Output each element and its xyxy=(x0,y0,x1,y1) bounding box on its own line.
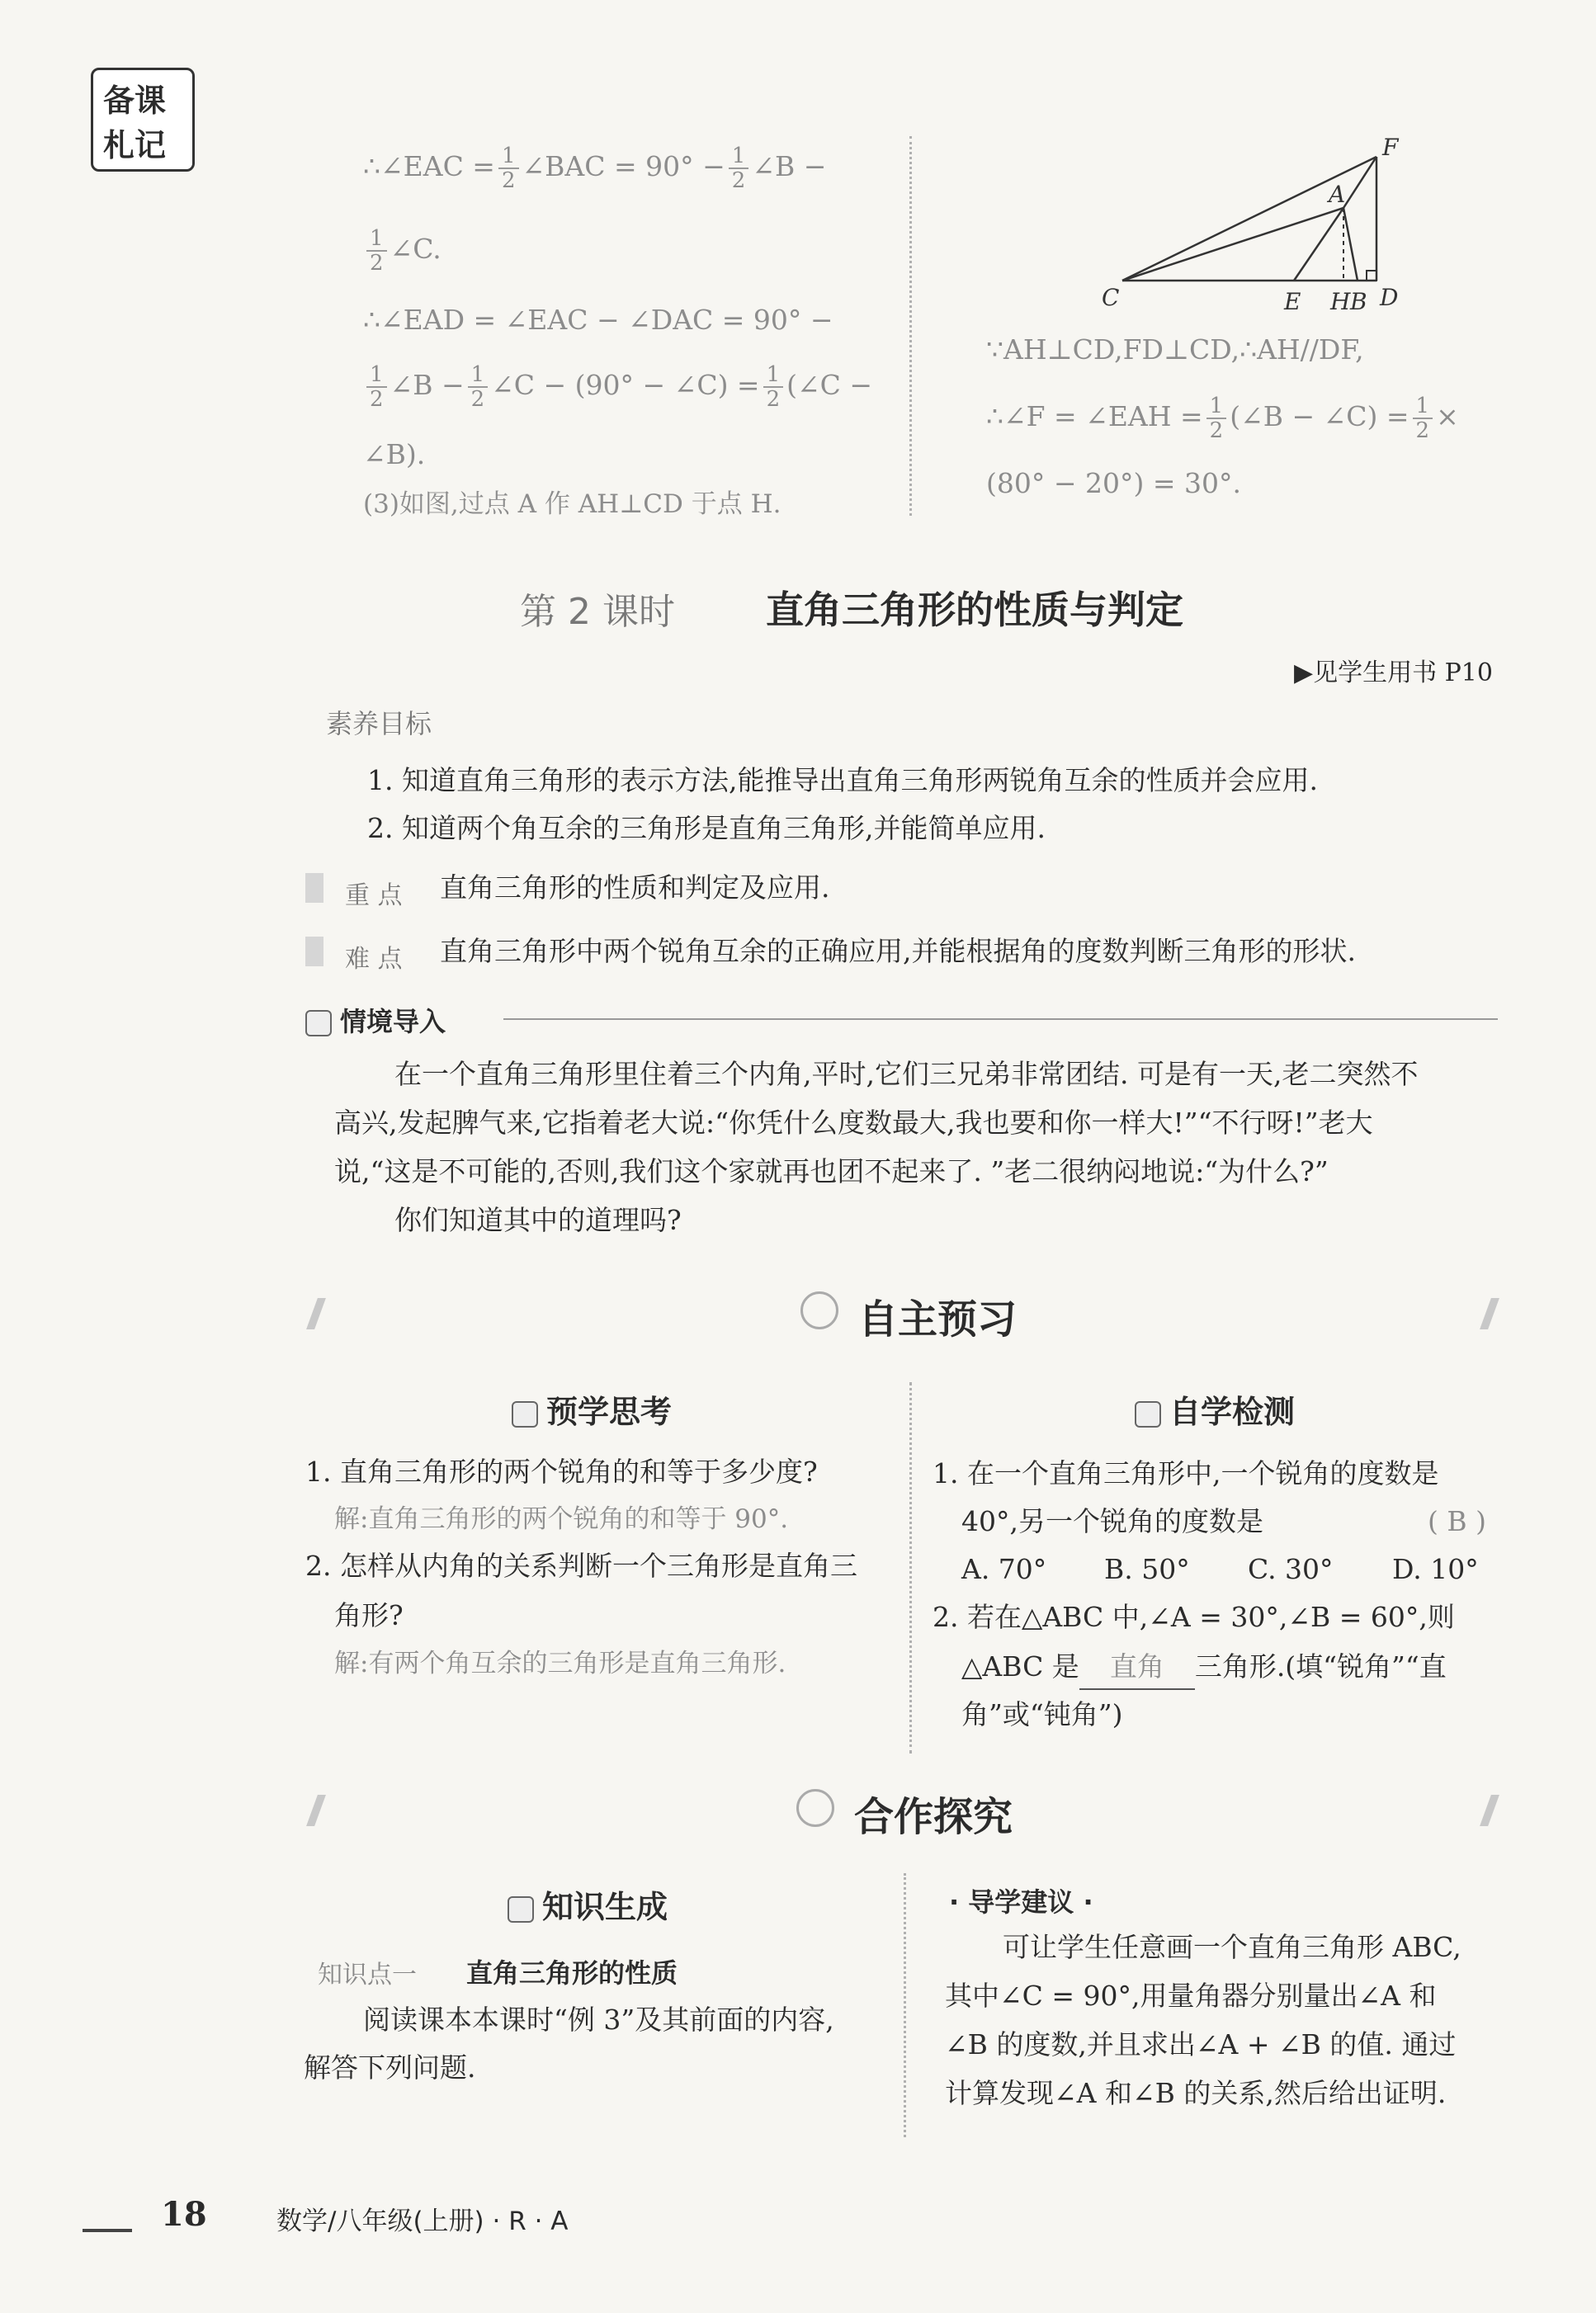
label-D: D xyxy=(1380,284,1399,311)
book-info: 数学/八年级(上册) · R · A xyxy=(276,2207,569,2236)
pre-answer-2: 解:有两个角互余的三角形是直角三角形. xyxy=(334,1649,786,1678)
guidance-line-3: ∠B 的度数,并且求出∠A + ∠B 的值. 通过 xyxy=(945,2028,1457,2060)
option-b: B. 50° xyxy=(1104,1553,1190,1585)
intro-paragraph-2: 高兴,发起脾气来,它指着老大说:“你凭什么度数最大,我也要和你一样大!”“不行呀!”老大 xyxy=(334,1107,1373,1139)
difficult-point-text: 直角三角形中两个锐角互余的正确应用,并能根据角的度数判断三角形的形状. xyxy=(440,935,1356,967)
decor-slash-right-1 xyxy=(1480,1298,1499,1329)
label-H: H xyxy=(1330,288,1351,315)
check-question-2b: △ABC 是 直角 三角形.(填“锐角”“直 xyxy=(961,1645,1447,1690)
self-check-heading: 自学检测 xyxy=(1135,1386,1295,1432)
option-a: A. 70° xyxy=(961,1553,1047,1585)
page-number: 18 xyxy=(161,2195,207,2234)
intro-paragraph-1: 在一个直角三角形里住着三个内角,平时,它们三兄弟非常团结. 可是有一天,老二突然不 xyxy=(394,1058,1419,1090)
key-point-label: 重 点 xyxy=(345,881,403,910)
pre-question-2a: 2. 怎样从内角的关系判断一个三角形是直角三 xyxy=(305,1550,857,1582)
pre-study-heading: 预学思考 xyxy=(512,1386,672,1432)
think-icon xyxy=(512,1401,538,1428)
check-question-1b: 40°,另一个锐角的度数是 xyxy=(961,1505,1263,1537)
pre-answer-1: 解:直角三角形的两个锐角的和等于 90°. xyxy=(334,1504,789,1534)
derivation-line-5: ∠B). xyxy=(363,438,426,470)
knowledge-point-label: 知识点一 xyxy=(318,1961,417,1990)
derivation-line-1: ∴∠EAC = $\frac{1}{2}$ ∠BAC = 90° − $\frac{1}{2}$ ∠B − xyxy=(363,144,827,193)
intro-paragraph-4: 你们知道其中的道理吗? xyxy=(394,1204,682,1236)
guidance-line-4: 计算发现∠A 和∠B 的关系,然后给出证明. xyxy=(945,2077,1447,2109)
lesson-title: 直角三角形的性质与判定 xyxy=(766,588,1183,632)
student-book-ref: ▶见学生用书 P10 xyxy=(1294,658,1493,687)
goals-heading: 素养目标 xyxy=(326,708,432,739)
section-cooperate-title: 合作探究 xyxy=(854,1794,1013,1840)
check-question-2a: 2. 若在△ABC 中,∠A = 30°,∠B = 60°,则 xyxy=(933,1601,1455,1633)
check-question-1a: 1. 在一个直角三角形中,一个锐角的度数是 xyxy=(933,1457,1439,1489)
difficult-point-label: 难 点 xyxy=(345,945,403,974)
lesson-number: 第 2 课时 xyxy=(520,591,675,633)
column-divider-sec2 xyxy=(904,1873,906,2137)
check-question-2c: 角”或“钝角”) xyxy=(961,1698,1123,1730)
right-derivation-2: ∴∠F = ∠EAH = $\frac{1}{2}$ (∠B − ∠C) = $\frac{1}{2}$ × xyxy=(986,394,1459,443)
lesson-notes-tag xyxy=(91,68,195,172)
right-derivation-1: ∵AH⊥CD,FD⊥CD,∴AH//DF, xyxy=(986,333,1364,366)
tag-line1: 备课 xyxy=(103,83,167,119)
pre-question-1: 1. 直角三角形的两个锐角的和等于多少度? xyxy=(305,1456,818,1488)
intro-rule xyxy=(503,1018,1498,1020)
label-F: F xyxy=(1382,134,1399,161)
label-B: B xyxy=(1350,288,1367,315)
knowledge-paragraph-2: 解答下列问题. xyxy=(304,2051,476,2084)
triangle-figure xyxy=(1089,132,1403,322)
pre-question-2b: 角形? xyxy=(334,1599,404,1631)
decor-slash-left-1 xyxy=(306,1298,326,1329)
derivation-line-4: $\frac{1}{2}$ ∠B − $\frac{1}{2}$ ∠C − (90° − ∠C) = $\frac{1}{2}$ (∠C − xyxy=(363,363,872,411)
explore-icon xyxy=(796,1789,834,1827)
knowledge-heading: 知识生成 xyxy=(508,1881,668,1927)
derivation-line-2: $\frac{1}{2}$ ∠C. xyxy=(363,227,441,275)
label-C: C xyxy=(1102,284,1120,311)
decor-slash-left-2 xyxy=(306,1795,326,1826)
option-d: D. 10° xyxy=(1392,1553,1479,1585)
intro-heading: 情境导入 xyxy=(305,1001,446,1039)
check-answer-1: ( B ) xyxy=(1428,1505,1486,1537)
difficult-point-marker xyxy=(305,937,323,966)
derivation-line-6: (3)如图,过点 A 作 AH⊥CD 于点 H. xyxy=(363,489,781,519)
option-c: C. 30° xyxy=(1248,1553,1334,1585)
section-self-study-title: 自主预习 xyxy=(858,1296,1018,1343)
derivation-line-3: ∴∠EAD = ∠EAC − ∠DAC = 90° − xyxy=(363,304,833,336)
knowledge-icon xyxy=(508,1896,534,1923)
guidance-heading: · 导学建议 · xyxy=(949,1886,1093,1918)
column-divider-sec1 xyxy=(909,1382,912,1754)
column-divider-top xyxy=(909,136,912,516)
footer-decor xyxy=(83,2199,132,2232)
key-point-marker xyxy=(305,873,323,903)
intro-paragraph-3: 说,“这是不可能的,否则,我们这个家就再也团不起来了. ”老二很纳闷地说:“为什么?” xyxy=(334,1155,1329,1187)
scene-icon xyxy=(305,1010,332,1036)
guidance-line-1: 可让学生任意画一个直角三角形 ABC, xyxy=(1003,1931,1461,1963)
goal-item-2: 2. 知道两个角互余的三角形是直角三角形,并能简单应用. xyxy=(367,812,1046,844)
label-E: E xyxy=(1284,288,1301,315)
search-icon xyxy=(800,1291,838,1329)
knowledge-paragraph-1: 阅读课本本课时“例 3”及其前面的内容, xyxy=(363,2004,834,2036)
goal-item-1: 1. 知道直角三角形的表示方法,能推导出直角三角形两锐角互余的性质并会应用. xyxy=(367,764,1318,796)
answer-blank: 直角 xyxy=(1079,1645,1195,1690)
label-A: A xyxy=(1329,181,1346,208)
decor-slash-right-2 xyxy=(1480,1795,1499,1826)
tag-line2: 札记 xyxy=(103,127,167,163)
right-derivation-3: (80° − 20°) = 30°. xyxy=(986,467,1241,499)
knowledge-point-title: 直角三角形的性质 xyxy=(466,1957,678,1989)
key-point-text: 直角三角形的性质和判定及应用. xyxy=(440,871,830,904)
guidance-line-2: 其中∠C = 90°,用量角器分别量出∠A 和 xyxy=(945,1980,1437,2012)
check-icon xyxy=(1135,1401,1161,1428)
